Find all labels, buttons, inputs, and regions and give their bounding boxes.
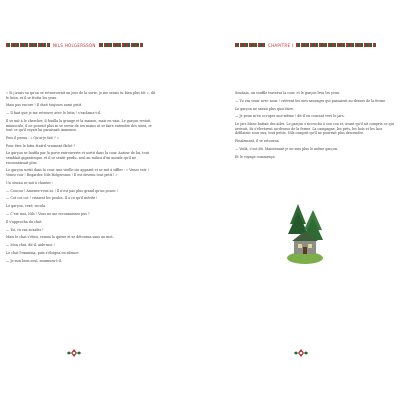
paragraph: Il se mit à le chercher, il fouilla la grange et la maison, mais en vain. Le garçon restait minuscule, il ne pouvait plus ni se servir de ses mains ni se faire entendre des siens, et tout ce qu'il voyait lui paraissait immense. — [6, 118, 152, 133]
paragraph: Le garçon sortit dans la cour, une vieille oie apparut et se mit à siffler : « Venez voir ! Venez voir ! Regardez Nils Holgersson ! Il est devenu tout petit ! » — [6, 168, 149, 178]
paragraph: Finalement, il se retourna. — [235, 139, 280, 144]
paragraph: — Je peux m'en occuper moi-même ! dit-il en courant vers le jars. — [235, 114, 345, 119]
running-head-author: NILS HOLGERSSON — [53, 42, 96, 48]
folk-pattern-band-icon — [99, 43, 143, 47]
paragraph: « Si j'avais su qu'on se retrouverait un jour de la sorte, je me serais tu bien plus tôt », dit le lutin, et il se frotta les yeux. — [6, 91, 156, 100]
paragraph: Et le voyage commença. — [235, 154, 276, 159]
folk-pattern-band-icon — [235, 43, 265, 47]
paragraph: Le jars blanc battait des ailes. Le garçon s'accrocha à son cou et, avant qu'il ait compris ce qui arrivait, ils s'élevèrent au-dessus de la ferme. La campagne, les prés, les bois et les lacs défilaient sous eux, tout petits. Nils comprit qu'il ne pourrait plus descendre. — [235, 122, 394, 136]
paragraph: Le chat l'examina, puis s'éloigna en silence. — [6, 250, 80, 255]
paragraph: Mais pas encore ! Il était toujours aussi petit. — [6, 103, 83, 108]
paragraph: Soudain, un souffle traversa la cour, et le garçon leva les yeux. — [235, 91, 341, 95]
paragraph: Pour être le lutin était-il vraiment fâché ? — [6, 143, 76, 148]
paragraph: — Mon chat, dit-il, aide-moi ! — [6, 243, 55, 248]
paragraph: Puis il pensa : « Qu'ai-je fait ? » — [6, 135, 59, 140]
paragraph: — Cot cot cot ! criaient les poules. Il a ce qu'il mérite ! — [6, 196, 98, 201]
paragraph: — Tu vas venir avec nous ! crièrent les oies sauvages qui passaient au-dessus de la ferme. — [235, 98, 387, 103]
paragraph: Il s'approcha du chat. — [6, 219, 43, 224]
paragraph: — Toi, tu vas m'aider ! — [6, 227, 44, 232]
cottage-with-fir-trees-illustration — [286, 200, 324, 266]
folk-pattern-band-icon — [6, 43, 50, 47]
paragraph: Le garçon ne savait plus quoi faire. — [235, 106, 295, 111]
paragraph: — C'est moi, Nils ! Vous ne me reconnaissez pas ? — [6, 211, 90, 216]
paragraph: Mais le chat s'étira, remua la queue et se détourna sans un mot. — [6, 235, 114, 240]
paragraph: — Voilà, c'est dit. Maintenant je ne suis plus le même garçon. — [235, 146, 339, 151]
right-page-header — [235, 41, 376, 49]
folk-flower-ornament-icon — [293, 348, 309, 358]
folk-pattern-band-icon — [296, 43, 376, 47]
left-page-header — [6, 41, 143, 49]
paragraph: — Je suis bien seul, murmura-t-il. — [6, 258, 62, 263]
paragraph: Le garçon, vexé, recula. — [6, 204, 47, 209]
folk-flower-ornament-icon — [66, 348, 82, 358]
paragraph: Le garçon se faufila par la porte entrouverte et sortit dans la cour. Autour de lui, tout semblait gigantesque, et il se sentit perdu, seul au milieu d'un monde qu'il ne reconnaissait plus. — [6, 151, 150, 165]
paragraph: — Il faut que je me retrouve avec le lutin ! s'exclama-t-il. — [6, 111, 102, 116]
left-page-body-text — [6, 91, 156, 266]
right-page — [204, 0, 408, 408]
paragraph: Un oiseau se mit à chanter : — [6, 180, 54, 185]
paragraph: — Coucou ! Amenez-vous ici ! Il n'est pas plus grand qu'un pouce ! — [6, 188, 118, 193]
right-page-body-text — [235, 91, 397, 162]
running-head-chapter: CHAPITRE I — [268, 42, 294, 48]
